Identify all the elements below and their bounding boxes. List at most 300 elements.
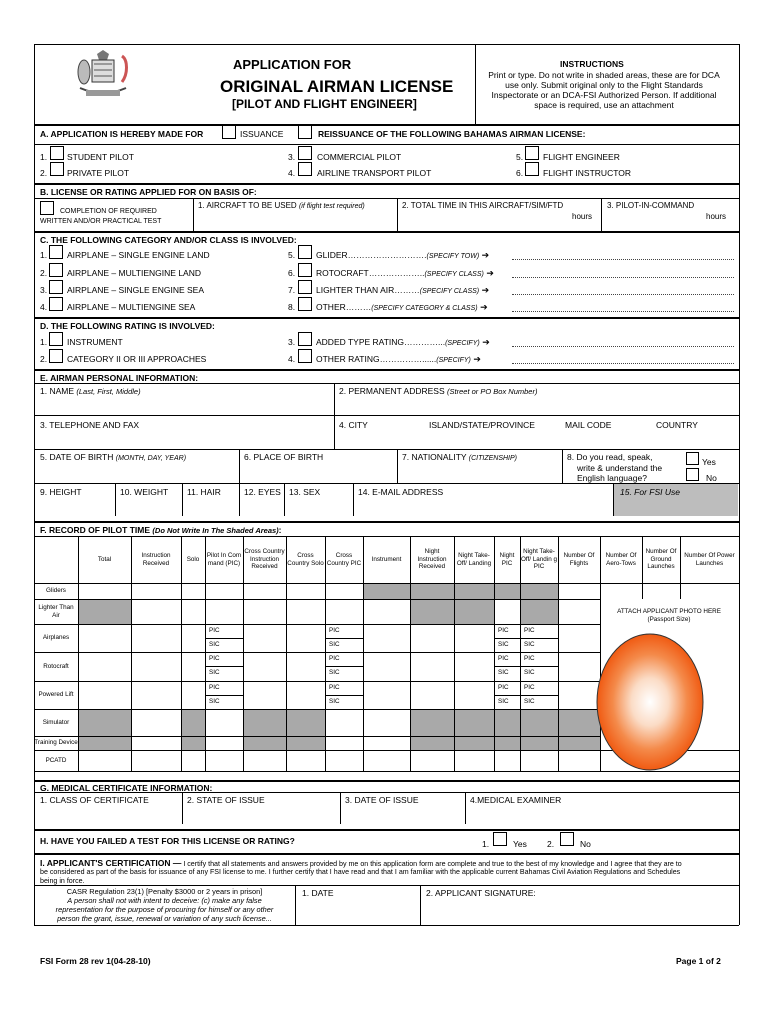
column-header-text: Night Take-Off/ Landin g PIC (521, 547, 557, 571)
column-header (205, 536, 243, 583)
license-option-num: 4. (288, 168, 296, 178)
rating-label: INSTRUMENT (67, 337, 123, 347)
rule (475, 44, 476, 124)
category-label: AIRPLANE – SINGLE ENGINE SEA (67, 285, 204, 295)
rule (325, 666, 363, 667)
pic-sic-label: SIC (498, 641, 509, 648)
rule (34, 829, 739, 831)
reissuance-checkbox[interactable] (298, 125, 312, 139)
rule (34, 231, 739, 233)
completion-line-2: WRITTEN AND/OR PRACTICAL TEST (40, 218, 162, 225)
rule (494, 666, 520, 667)
rule (34, 583, 739, 584)
title-line-3: [PILOT AND FLIGHT ENGINEER] (232, 97, 417, 111)
row-label-text: Training Device (34, 739, 78, 747)
rule (334, 415, 335, 449)
english-line-1: 8. Do you read, speak, (567, 452, 653, 462)
failed-no-checkbox[interactable] (560, 832, 574, 846)
specify-line[interactable] (512, 277, 734, 278)
certification-line-1 (40, 859, 682, 868)
category-label: AIRPLANE – MULTIENGINE LAND (67, 268, 201, 278)
rating-label (316, 338, 490, 347)
pic-sic-label: PIC (524, 627, 535, 634)
shaded-area (520, 599, 558, 624)
category-checkbox[interactable] (49, 263, 63, 277)
rule (34, 521, 739, 523)
column-header (78, 536, 131, 583)
section-i-label: I. APPLICANT'S CERTIFICATION — (40, 858, 182, 868)
column-header-text: Number Of Power Launches (684, 551, 735, 567)
column-header-text: Pilot In Com mand (PIC) (206, 551, 242, 567)
city-label: 4. CITY (339, 420, 368, 430)
rule (34, 144, 739, 145)
category-num: 4. (40, 302, 48, 312)
flight-instructor-checkbox[interactable] (525, 162, 539, 176)
column-header-text: Solo (186, 555, 200, 563)
rule (34, 198, 739, 199)
pic-sic-label: SIC (209, 669, 220, 676)
english-yes-checkbox[interactable] (686, 452, 699, 465)
rating-label: CATEGORY II OR III APPROACHES (67, 354, 207, 364)
row-label (34, 681, 78, 709)
rating-text: OTHER RATING……………...... (316, 354, 437, 364)
english-line-3: English language? (577, 473, 647, 483)
medical-examiner-label: 4.MEDICAL EXAMINER (470, 795, 562, 805)
address-label (339, 387, 537, 396)
specify-line[interactable] (512, 346, 734, 347)
rating-label (316, 355, 481, 364)
row-label-text: Gliders (46, 587, 66, 595)
shaded-area (363, 583, 558, 599)
nationality-label-text: 7. NATIONALITY (402, 452, 467, 462)
category-num: 6. (288, 268, 296, 278)
category-checkbox[interactable] (49, 245, 63, 259)
coat-of-arms-logo (72, 44, 134, 102)
column-header (131, 536, 181, 583)
reissuance-label: REISSUANCE OF THE FOLLOWING BAHAMAS AIRMAN LICENSE: (318, 129, 586, 139)
column-header-text: Cross Country Solo (287, 551, 324, 567)
instructions-heading: INSTRUCTIONS (560, 59, 624, 69)
category-num: 5. (288, 250, 296, 260)
column-header (680, 536, 739, 583)
pic-sic-label: PIC (329, 627, 340, 634)
column-header-text: Night PIC (499, 551, 515, 567)
column-header (325, 536, 363, 583)
rating-num: 4. (288, 354, 296, 364)
rule (34, 792, 739, 793)
title-line-2: ORIGINAL AIRMAN LICENSE (220, 77, 454, 96)
pic-sic-label: SIC (524, 698, 535, 705)
rule (34, 925, 739, 926)
completion-checkbox[interactable] (40, 201, 54, 215)
category-label (316, 251, 489, 260)
column-header (243, 536, 286, 583)
rule (34, 124, 739, 126)
section-h-label: H. HAVE YOU FAILED A TEST FOR THIS LICENSE OR RATING? (40, 836, 295, 846)
arrow-right-icon: ➔ (470, 354, 481, 364)
rule (115, 483, 116, 516)
airline-transport-pilot-checkbox[interactable] (298, 162, 312, 176)
rule (739, 124, 740, 925)
column-header (642, 536, 680, 583)
column-header (600, 536, 642, 583)
category-label: AIRPLANE – MULTIENGINE SEA (67, 302, 196, 312)
failed-yes-num: 1. (482, 839, 490, 849)
row-label (34, 583, 78, 599)
rule (397, 198, 398, 231)
row-label (34, 624, 78, 652)
pic-sic-label: SIC (524, 669, 535, 676)
shaded-area (181, 709, 205, 750)
applicant-signature-label: 2. APPLICANT SIGNATURE: (426, 888, 536, 898)
column-header (558, 536, 600, 583)
rule (34, 449, 739, 450)
shaded-area (78, 709, 131, 750)
rule (34, 853, 739, 855)
row-label (34, 599, 78, 624)
rating-num: 3. (288, 337, 296, 347)
nationality-label (402, 453, 517, 462)
category-num: 2. (40, 268, 48, 278)
mail-code-label: MAIL CODE (565, 420, 612, 430)
rule (34, 124, 35, 925)
column-header (410, 536, 454, 583)
email-label: 14. E-MAIL ADDRESS (358, 487, 444, 497)
instructions-line-2: use only. Submit original only to the Flight Standards (505, 80, 703, 90)
row-label-text: Rotocraft (43, 662, 69, 670)
arrow-right-icon: ➔ (477, 302, 488, 312)
category-label (316, 303, 488, 312)
name-label (40, 387, 141, 396)
category-num: 3. (40, 285, 48, 295)
column-header (454, 536, 494, 583)
fsi-use-label: 15. For FSI Use (620, 487, 680, 497)
section-f-label (40, 526, 282, 535)
license-option-num: 1. (40, 152, 48, 162)
section-e-label: E. AIRMAN PERSONAL INFORMATION: (40, 373, 199, 383)
flight-engineer-checkbox[interactable] (525, 146, 539, 160)
category-num: 1. (40, 250, 48, 260)
column-header-text: Number Of Flights (563, 551, 595, 567)
rule (34, 599, 600, 600)
rating-checkbox[interactable] (49, 349, 63, 363)
eyes-label: 12. EYES (244, 487, 281, 497)
failed-no-num: 2. (547, 839, 555, 849)
rating-checkbox[interactable] (298, 349, 312, 363)
specify-line[interactable] (512, 311, 734, 312)
shaded-area (410, 709, 558, 750)
rule (601, 198, 602, 231)
row-label-text: Lighter Than Air (38, 603, 74, 619)
specify-line[interactable] (512, 259, 734, 260)
issuance-checkbox[interactable] (222, 125, 236, 139)
english-line-2: write & understand the (577, 463, 663, 473)
rule (739, 44, 740, 124)
certification-text-1: I certify that all statements and answers provided by me on this application form are complete and true to the best of my knowledge and I agree that they are to (183, 860, 682, 868)
rule (334, 383, 335, 415)
shaded-area (558, 709, 600, 750)
rule (34, 780, 739, 782)
rule (193, 198, 194, 231)
rule (205, 666, 243, 667)
pic-sic-label: SIC (524, 641, 535, 648)
license-option-num: 3. (288, 152, 296, 162)
instructions-line-4: space is required, use an attachment (534, 100, 674, 110)
specify-line[interactable] (512, 294, 734, 295)
country-label: COUNTRY (656, 420, 698, 430)
pic-sic-label: PIC (524, 655, 535, 662)
photo-instruction-2: (Passport Size) (647, 616, 691, 623)
rating-checkbox[interactable] (298, 332, 312, 346)
total-time-hours: hours (572, 212, 593, 221)
column-header (181, 536, 205, 583)
pob-label: 6. PLACE OF BIRTH (244, 452, 324, 462)
weight-label: 10. WEIGHT (120, 487, 169, 497)
rule (325, 695, 363, 696)
pic-sic-label: SIC (329, 641, 340, 648)
student-pilot-label: STUDENT PILOT (67, 152, 134, 162)
category-text: LIGHTER THAN AIR……… (316, 285, 420, 295)
category-label (316, 286, 489, 295)
pic-sic-label: SIC (498, 669, 509, 676)
hair-label: 11. HAIR (187, 487, 221, 497)
rule (613, 483, 614, 516)
airline-transport-pilot-label: AIRLINE TRANSPORT PILOT (317, 168, 432, 178)
pic-sic-label: PIC (498, 655, 509, 662)
rule (295, 885, 296, 925)
address-label-text: 2. PERMANENT ADDRESS (339, 386, 445, 396)
row-label-text: Airplanes (42, 634, 70, 642)
pic-sic-label: SIC (329, 698, 340, 705)
pic-sic-label: PIC (498, 684, 509, 691)
name-note: (Last, First, Middle) (76, 387, 141, 396)
pic-sic-label: SIC (209, 641, 220, 648)
flight-instructor-label: FLIGHT INSTRUCTOR (543, 168, 631, 178)
shaded-area (243, 709, 325, 750)
name-label-text: 1. NAME (40, 386, 75, 396)
row-label (34, 736, 78, 750)
pic-sic-label: PIC (329, 655, 340, 662)
rule (34, 652, 600, 653)
pic-hours: hours (706, 212, 727, 221)
category-label (316, 269, 494, 278)
category-text: ROTOCRAFT……………….. (316, 268, 425, 278)
category-checkbox[interactable] (298, 245, 312, 259)
signature-date-label: 1. DATE (302, 888, 334, 898)
rating-specify: (SPECIFY) (445, 340, 480, 347)
column-header-text: Total (97, 555, 112, 563)
rule (494, 638, 520, 639)
height-label: 9. HEIGHT (40, 487, 82, 497)
category-checkbox[interactable] (49, 280, 63, 294)
private-pilot-checkbox[interactable] (50, 162, 64, 176)
rule (284, 483, 285, 516)
certification-line-3: being in force. (40, 877, 85, 885)
sex-label: 13. SEX (289, 487, 321, 497)
class-of-certificate-label: 1. CLASS OF CERTIFICATE (40, 795, 149, 805)
rule (34, 681, 600, 682)
section-c-label: C. THE FOLLOWING CATEGORY AND/OR CLASS IS INVOLVED: (40, 235, 297, 245)
category-num: 7. (288, 285, 296, 295)
rating-checkbox[interactable] (49, 332, 63, 346)
arrow-right-icon: ➔ (483, 268, 494, 278)
commercial-pilot-checkbox[interactable] (298, 146, 312, 160)
shaded-area (78, 599, 131, 624)
rule (34, 736, 600, 737)
category-checkbox[interactable] (49, 297, 63, 311)
rule (562, 449, 563, 483)
rating-num: 2. (40, 354, 48, 364)
instructions-line-1: Print or type. Do not write in shaded areas, these are for DCA (488, 70, 720, 80)
commercial-pilot-label: COMMERCIAL PILOT (317, 152, 402, 162)
section-f-title: F. RECORD OF PILOT TIME (40, 525, 151, 535)
pic-sic-label: PIC (524, 684, 535, 691)
category-checkbox[interactable] (298, 297, 312, 311)
category-label: AIRPLANE – SINGLE ENGINE LAND (67, 250, 210, 260)
column-header (363, 536, 410, 583)
rule (397, 449, 398, 483)
rule (34, 369, 739, 371)
category-num: 8. (288, 302, 296, 312)
casr-line-1: A person shall not with intent to deceive: (c) make any false (67, 896, 262, 905)
casr-line-3: person the grant, issue, renewal or variation of any such license... (57, 914, 272, 923)
rule (34, 885, 739, 886)
column-header-text: Number Of Aero-Tows (605, 551, 637, 567)
total-time-label: 2. TOTAL TIME IN THIS AIRCRAFT/SIM/FTD (402, 201, 564, 210)
category-text: OTHER……… (316, 302, 372, 312)
completion-line-1: COMPLETION OF REQUIRED (60, 208, 157, 215)
row-label-text: Powered Lift (38, 691, 74, 699)
state-of-issue-label: 2. STATE OF ISSUE (187, 795, 265, 805)
rule (34, 183, 739, 185)
category-specify: (SPECIFY CLASS) (424, 271, 484, 278)
certification-line-2: be considered as part of the basis for issuance of any FSI license to me. I further certify that I have read and that I am familiar with the applicable current Bahamas Civil Aviation Regulations and Schedules (40, 868, 681, 876)
shaded-area (410, 599, 494, 624)
rule (520, 666, 558, 667)
english-yes-label: Yes (702, 457, 716, 467)
pic-sic-label: PIC (329, 684, 340, 691)
pic-sic-label: PIC (209, 655, 220, 662)
rule (494, 695, 520, 696)
rule (34, 415, 739, 416)
failed-no-label: No (580, 839, 591, 849)
rating-num: 1. (40, 337, 48, 347)
specify-line[interactable] (512, 363, 734, 364)
pic-sic-label: PIC (498, 627, 509, 634)
failed-yes-label: Yes (513, 839, 527, 849)
aircraft-label-text: 1. AIRCRAFT TO BE USED (198, 201, 297, 210)
column-header-text: Cross Country Instruction Received (244, 547, 285, 571)
section-f-note: (Do Not Write In The Shaded Areas) (152, 526, 279, 535)
rule (465, 792, 466, 824)
aircraft-note: (if flight test required) (298, 203, 365, 210)
arrow-right-icon: ➔ (479, 337, 490, 347)
category-checkbox[interactable] (298, 280, 312, 294)
rule (205, 638, 243, 639)
address-note: (Street or PO Box Number) (447, 387, 538, 396)
casr-line-2: representation for the purpose of procuring for himself or any other (55, 905, 274, 914)
license-option-num: 2. (40, 168, 48, 178)
arrow-right-icon: ➔ (479, 250, 490, 260)
pic-sic-label: PIC (209, 684, 220, 691)
column-header (520, 536, 558, 583)
pic-sic-label: SIC (209, 698, 220, 705)
rule (34, 383, 739, 384)
failed-yes-checkbox[interactable] (493, 832, 507, 846)
column-header (494, 536, 520, 583)
pic-sic-label: PIC (209, 627, 220, 634)
row-label (34, 709, 78, 736)
rule (340, 792, 341, 824)
dob-label (40, 453, 186, 462)
dob-note: (MONTH, DAY, YEAR) (115, 455, 187, 462)
rule (182, 483, 183, 516)
telephone-label: 3. TELEPHONE AND FAX (40, 420, 140, 430)
issuance-label: ISSUANCE (240, 129, 284, 139)
rule (325, 638, 363, 639)
category-checkbox[interactable] (298, 263, 312, 277)
rule (353, 483, 354, 516)
rule (182, 792, 183, 824)
rule (205, 695, 243, 696)
rule (420, 885, 421, 925)
section-g-label: G. MEDICAL CERTIFICATE INFORMATION: (40, 783, 213, 793)
rule (520, 638, 558, 639)
row-label-text: Simulator (42, 718, 70, 726)
island-label: ISLAND/STATE/PROVINCE (429, 420, 535, 430)
rule (34, 317, 739, 319)
rule (34, 624, 600, 625)
row-label (34, 750, 78, 771)
rule (520, 695, 558, 696)
category-text: GLIDER………………………. (316, 250, 427, 260)
rating-specify: (SPECIFY) (436, 357, 471, 364)
casr-regulation: CASR Regulation 23(1) [Penalty $3000 or 2 years in prison] (66, 887, 263, 896)
rule (34, 44, 739, 45)
photo-instruction-1: ATTACH APPLICANT PHOTO HERE (617, 608, 721, 615)
dob-label-text: 5. DATE OF BIRTH (40, 452, 114, 462)
date-of-issue-label: 3. DATE OF ISSUE (345, 795, 419, 805)
row-label (34, 652, 78, 681)
license-option-num: 6. (516, 168, 524, 178)
instructions-line-3: Inspectorate or an DCA-FSI Authorized Person. If additional (491, 90, 717, 100)
english-no-checkbox[interactable] (686, 468, 699, 481)
section-a-label: A. APPLICATION IS HEREBY MADE FOR (40, 129, 204, 139)
form-number: FSI Form 28 rev 1(04-28-10) (40, 956, 151, 966)
rule (34, 44, 35, 124)
category-specify: (SPECIFY CATEGORY & CLASS) (371, 305, 478, 312)
title-line-1: APPLICATION FOR (233, 57, 352, 72)
rating-text: ADDED TYPE RATING…………... (316, 337, 446, 347)
page-number: Page 1 of 2 (676, 956, 721, 966)
category-specify: (SPECIFY CLASS) (419, 288, 480, 295)
column-header-text: Number Of Ground Launches (645, 547, 677, 571)
photo-placeholder-oval (595, 632, 705, 772)
column-header-text: Cross Country PIC (326, 551, 362, 567)
category-specify: (SPECIFY TOW) (426, 253, 480, 260)
arrow-right-icon: ➔ (479, 285, 490, 295)
student-pilot-checkbox[interactable] (50, 146, 64, 160)
section-f-colon: : (278, 525, 282, 535)
section-d-label: D. THE FOLLOWING RATING IS INVOLVED: (40, 321, 215, 331)
rule (34, 709, 600, 710)
pic-sic-label: SIC (329, 669, 340, 676)
row-label-text: PCATD (45, 756, 67, 764)
flight-engineer-label: FLIGHT ENGINEER (543, 152, 620, 162)
english-no-label: No (706, 473, 717, 483)
column-header-text: Night Instruction Received (417, 547, 447, 571)
pic-sic-label: SIC (498, 698, 509, 705)
